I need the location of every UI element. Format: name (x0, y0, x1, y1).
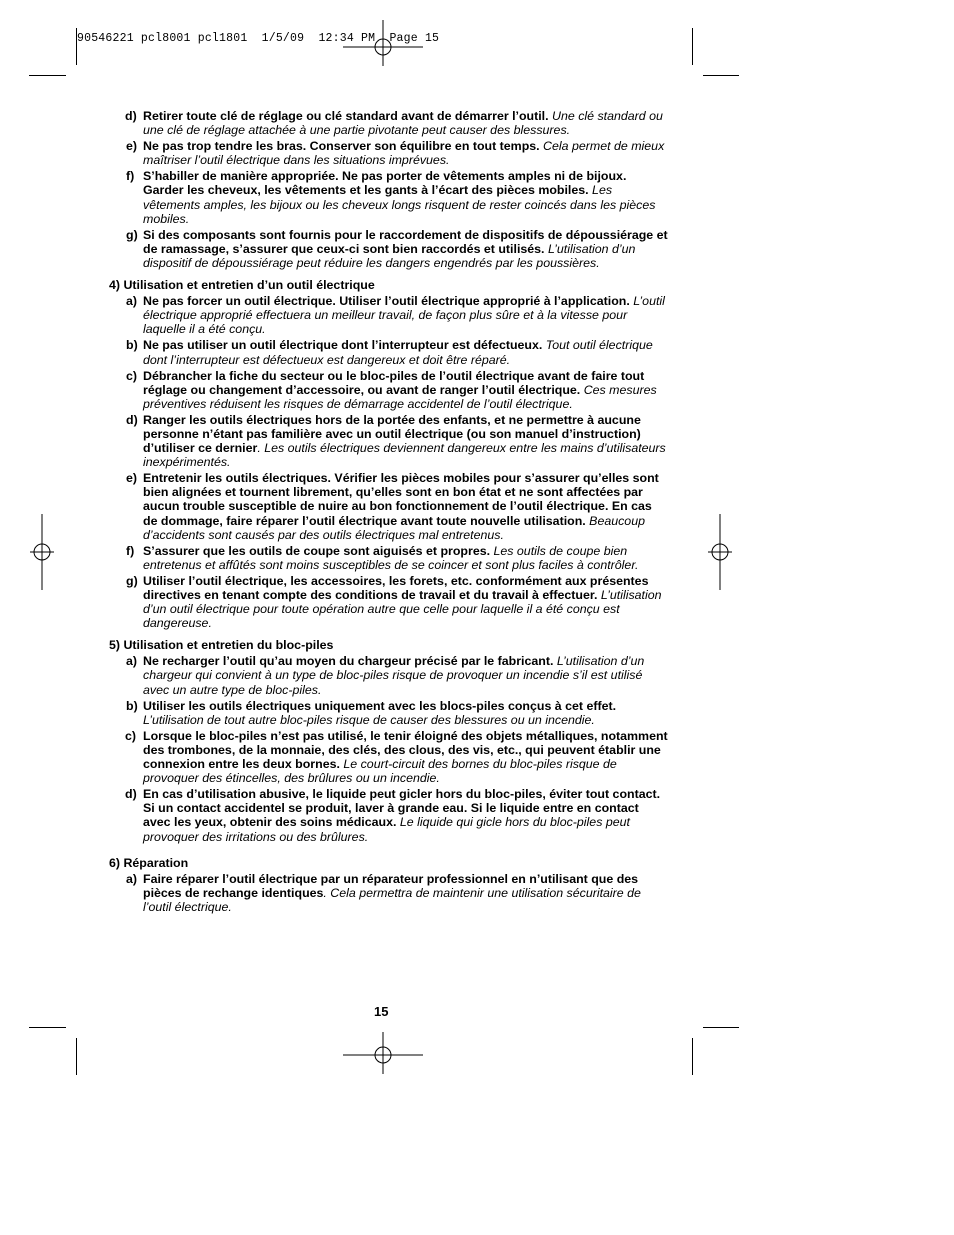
item-label: d) (125, 109, 137, 123)
item-label: a) (126, 871, 138, 886)
crop-mark-bottom-right-h (703, 1027, 739, 1028)
list-item (109, 413, 669, 469)
item-explanation: Les vêtements amples, les bijoux ou les cheveux longs risquent de rester coincés dans les pièces mobiles. (143, 183, 656, 226)
list-item (109, 787, 669, 843)
item-explanation: Tout outil électrique dont l’interrupteur est défectueux est dangereux et doit être réparé. (143, 338, 653, 367)
item-label: f) (126, 169, 135, 184)
item-label: d) (125, 787, 137, 802)
item-explanation: . Cela permettra de maintenir une utilisation sécuritaire de l’outil électrique. (143, 885, 641, 914)
list-item (109, 729, 669, 785)
item-instruction: En cas d’utilisation abusive, le liquide peut gicler hors du bloc-piles, éviter tout contact. Si un contact accidentel se produit, laver à grande eau. Si le liquide entre en contact avec les yeux, obtenir des soins médicaux. (143, 787, 661, 830)
item-label: f) (126, 543, 135, 558)
item-explanation: Beaucoup d’accidents sont causés par des outils électriques mal entretenus. (143, 513, 645, 542)
item-explanation: L’utilisation d’un dispositif de dépoussiérage peut réduire les dangers engendrés par les poussières. (143, 241, 636, 270)
crop-mark-top-left-h (29, 75, 66, 76)
crop-mark-top-right-h (703, 75, 739, 76)
item-label: d) (126, 412, 138, 427)
section-heading: 4) Utilisation et entretien d’un outil électrique (109, 278, 375, 293)
item-explanation: Les outils de coupe bien entretenus et affûtés sont moins susceptibles de se coincer et sont plus faciles à contrôler. (143, 543, 639, 572)
crop-mark-top-left-v (76, 28, 77, 65)
crop-mark-bottom-left-v (76, 1038, 77, 1075)
list-item (109, 228, 669, 270)
crop-mark-bottom-right-v (692, 1038, 693, 1075)
item-explanation: Une clé standard ou une clé de réglage attachée à une partie pivotante peut causer des blessures. (143, 109, 663, 138)
item-label: a) (126, 654, 138, 669)
section-4-list (109, 294, 669, 630)
item-instruction: Débrancher la fiche du secteur ou le bloc-piles de l’outil électrique avant de faire tout réglage ou changement d’accessoire, ou avant de ranger l’outil électrique. (143, 368, 645, 397)
item-instruction: Ne pas forcer un outil électrique. Utiliser l’outil électrique approprié à l’application. (143, 294, 630, 309)
list-item (109, 369, 669, 411)
list-item (109, 294, 669, 336)
item-instruction: Lorsque le bloc-piles n’est pas utilisé, le tenir éloigné des objets métalliques, notamment des trombones, de la monnaie, des clés, des clous, des vis, etc., qui peuvent établir une connexion entre les deux bornes. (143, 728, 668, 772)
item-explanation: L’utilisation de tout autre bloc-piles risque de causer des blessures ou un incendie. (143, 712, 595, 727)
section-heading: 6) Réparation (109, 855, 189, 870)
item-label: c) (125, 728, 137, 743)
item-instruction: S’habiller de manière appropriée. Ne pas porter de vêtements amples ni de bijoux. Garder les cheveux, les vêtements et les gants à l’écart des pièces mobiles. (143, 169, 627, 198)
item-label: g) (126, 227, 138, 242)
list-item (109, 699, 669, 727)
item-explanation: Le court-circuit des bornes du bloc-piles risque de provoquer des étincelles, des brûlures ou un incendie. (143, 757, 617, 786)
list-item (109, 169, 669, 225)
item-explanation: Cela permet de mieux maîtriser l’outil électrique dans les situations imprévues. (143, 139, 665, 168)
page-number: 15 (374, 1004, 389, 1019)
list-item (109, 654, 669, 696)
item-instruction: Entretenir les outils électriques. Vérifier les pièces mobiles pour s’assurer qu’elles sont bien alignées et tournent librement, qu’elles sont en bon état et ne sont affectées par aucun trouble susceptible de nuire au bon fonctionnement de l’outil électrique. En cas de dommage, faire réparer l’outil électrique avant toute nouvelle utilisation. (143, 471, 659, 528)
item-explanation: . Les outils électriques deviennent dangereux entre les mains d’utilisateurs inexpérimentés. (143, 441, 666, 470)
list-item (109, 544, 669, 572)
item-instruction: Ne pas trop tendre les bras. Conserver son équilibre en tout temps. (143, 139, 540, 154)
list-item (109, 471, 669, 541)
registration-mark-top-icon (343, 18, 423, 68)
item-explanation: Le liquide qui gicle hors du bloc-piles peut provoquer des irritations ou des brûlures. (143, 815, 630, 844)
item-instruction: Utiliser les outils électriques uniquement avec les blocs-piles conçus à cet effet. (143, 698, 617, 713)
item-instruction: S’assurer que les outils de coupe sont aiguisés et propres. (143, 543, 491, 558)
item-explanation: L’utilisation d’un outil électrique pour toute opération autre que celle pour laquelle il a été conçu est dangereuse. (143, 588, 662, 631)
item-instruction: Utiliser l’outil électrique, les accessoires, les forets, etc. conformément aux présentes directives en tenant compte des conditions de travail et du travail à effectuer. (143, 573, 649, 602)
section-5-list (109, 654, 669, 843)
item-label: a) (126, 294, 138, 309)
item-explanation: Ces mesures préventives réduisent les risques de démarrage accidentel de l’outil électrique. (143, 382, 657, 411)
crop-mark-top-right-v (692, 28, 693, 65)
item-label: e) (126, 471, 138, 486)
item-instruction: Retirer toute clé de réglage ou clé standard avant de démarrer l’outil. (143, 109, 549, 123)
item-label: b) (126, 338, 138, 353)
item-label: e) (126, 139, 138, 154)
item-instruction: Faire réparer l’outil électrique par un réparateur professionnel en n’utilisant que des pièces de rechange identiques (143, 871, 639, 900)
item-instruction: Ne recharger l’outil qu’au moyen du chargeur précisé par le fabricant. (143, 654, 554, 669)
list-item (109, 872, 669, 914)
list-top (109, 109, 669, 270)
list-item (109, 338, 669, 366)
item-explanation: L’utilisation d’un chargeur qui convient à un type de bloc-piles risque de provoquer un incendie s’il est utilisé avec un autre type de bloc-piles. (143, 654, 645, 697)
crop-mark-bottom-left-h (29, 1027, 66, 1028)
list-item (109, 574, 669, 630)
registration-mark-left-icon (30, 514, 54, 590)
document-body (109, 109, 669, 916)
item-label: b) (126, 698, 138, 713)
section-6-list (109, 872, 669, 914)
list-item (109, 109, 669, 137)
list-item (109, 139, 669, 167)
registration-mark-right-icon (708, 514, 732, 590)
item-instruction: Ranger les outils électriques hors de la portée des enfants, et ne permettre à aucune personne n’étant pas familière avec un outil électrique (ou son manuel d’instruction) d’utiliser ce dernier (143, 412, 641, 456)
item-label: g) (126, 573, 138, 588)
item-instruction: Ne pas utiliser un outil électrique dont l’interrupteur est défectueux. (143, 338, 543, 353)
registration-mark-bottom-icon (343, 1030, 423, 1076)
printer-slug: 90546221 pcl8001 pcl1801 1/5/09 12:34 PM Page 15 (77, 32, 440, 45)
item-explanation: L’outil électrique approprié effectuera un meilleur travail, de façon plus sûre et à la vitesse pour laquelle il a été conçu. (143, 294, 665, 337)
section-heading: 5) Utilisation et entretien du bloc-piles (109, 638, 334, 653)
item-label: c) (126, 368, 138, 383)
item-instruction: Si des composants sont fournis pour le raccordement de dispositifs de dépoussiérage et de ramassage, s’assurer que ceux-ci sont bien raccordés et utilisés. (143, 227, 668, 256)
